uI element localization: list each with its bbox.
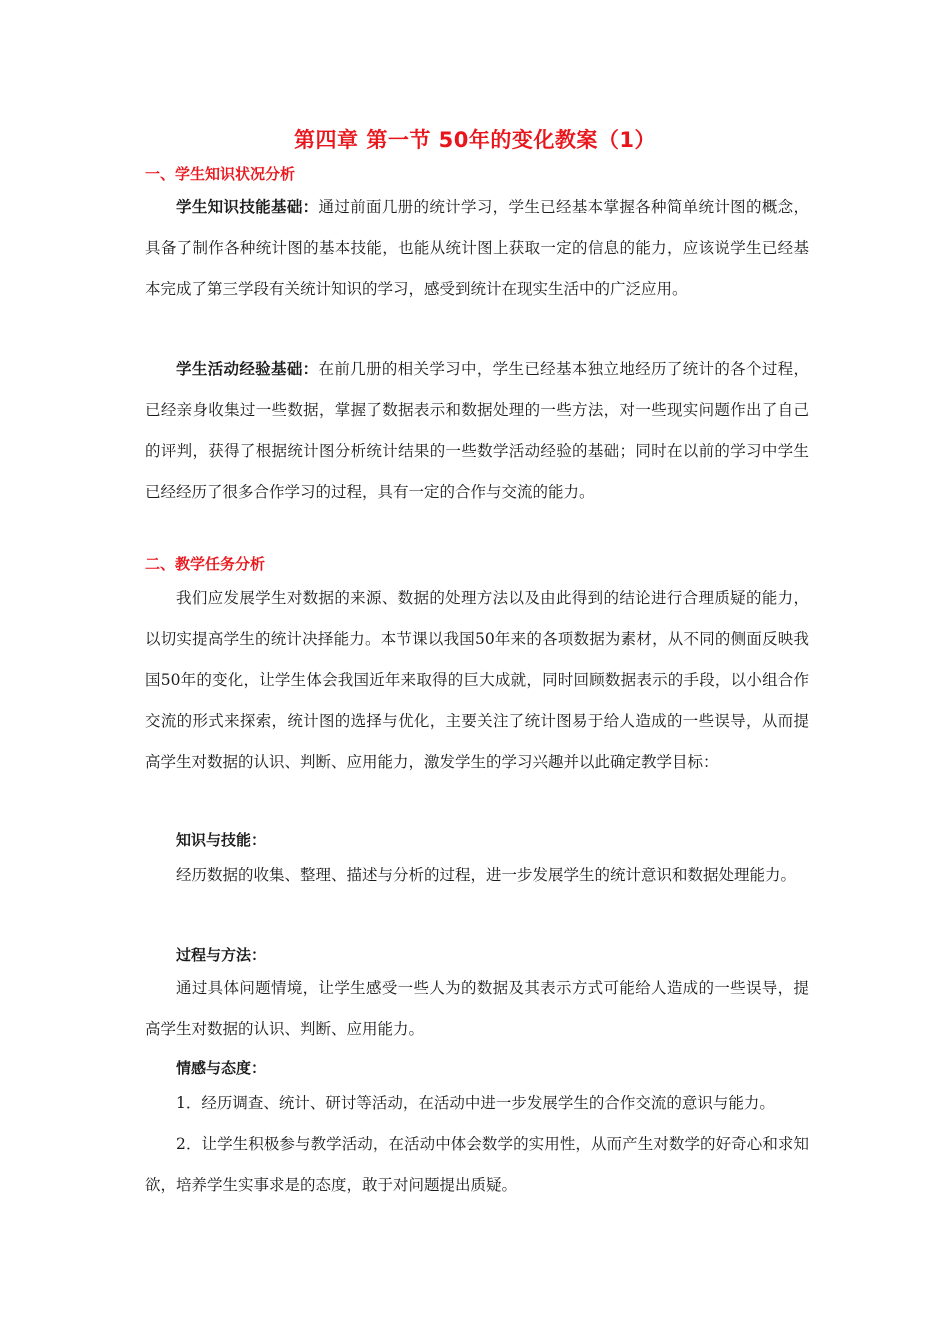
paragraph-label: 学生活动经验基础： — [176, 360, 319, 378]
paragraph-emotion-item-1: 1．经历调查、统计、研讨等活动，在活动中进一步发展学生的合作交流的意识与能力。 — [176, 1094, 775, 1112]
paragraph-activity-basis — [145, 349, 809, 513]
subheading-emotion-attitude: 情感与态度： — [176, 1059, 267, 1077]
section-heading-student-analysis: 一、学生知识状况分析 — [145, 165, 296, 183]
paragraph-text: 通过前面几册的统计学习，学生已经基本掌握各种简单统计图的概念，具备了制作各种统计图的基本技能，也能从统计图上获取一定的信息的能力，应该说学生已经基本完成了第三学段有关统计知识的学习，感受到统计在现实生活中的广泛应用。 — [145, 198, 809, 298]
paragraph-label: 学生知识技能基础： — [176, 198, 319, 216]
paragraph-process-methods: 通过具体问题情境，让学生感受一些人为的数据及其表示方式可能给人造成的一些误导，提高学生对数据的认识、判断、应用能力。 — [145, 979, 809, 1038]
paragraph-knowledge-basis — [145, 187, 809, 310]
subheading-process-methods: 过程与方法： — [176, 946, 267, 964]
paragraph-task-intro: 我们应发展学生对数据的来源、数据的处理方法以及由此得到的结论进行合理质疑的能力，以切实提高学生的统计决择能力。本节课以我国50年来的各项数据为素材，从不同的侧面反映我国50年的变化，让学生体会我国近年来取得的巨大成就，同时回顾数据表示的手段，以小组合作交流的形式来探索，统计图的选择与优化，主要关注了统计图易于给人造成的一些误导，从而提高学生对数据的认识、判断、应用能力，激发学生的学习兴趣并以此确定教学目标： — [145, 589, 809, 771]
document-title: 第四章 第一节 50年的变化教案（1） — [294, 128, 656, 152]
paragraph-text: 在前几册的相关学习中，学生已经基本独立地经历了统计的各个过程，已经亲身收集过一些数据，掌握了数据表示和数据处理的一些方法，对一些现实问题作出了自己的评判，获得了根据统计图分析统计结果的一些数学活动经验的基础；同时在以前的学习中学生已经经历了很多合作学习的过程，具有一定的合作与交流的能力。 — [145, 360, 809, 501]
section-heading-task-analysis: 二、教学任务分析 — [145, 555, 266, 573]
paragraph-knowledge-skills: 经历数据的收集、整理、描述与分析的过程，进一步发展学生的统计意识和数据处理能力。 — [176, 866, 797, 884]
subheading-knowledge-skills: 知识与技能： — [176, 831, 267, 849]
paragraph-emotion-item-2: 2．让学生积极参与教学活动，在活动中体会数学的实用性，从而产生对数学的好奇心和求知欲，培养学生实事求是的态度，敢于对问题提出质疑。 — [145, 1135, 809, 1194]
